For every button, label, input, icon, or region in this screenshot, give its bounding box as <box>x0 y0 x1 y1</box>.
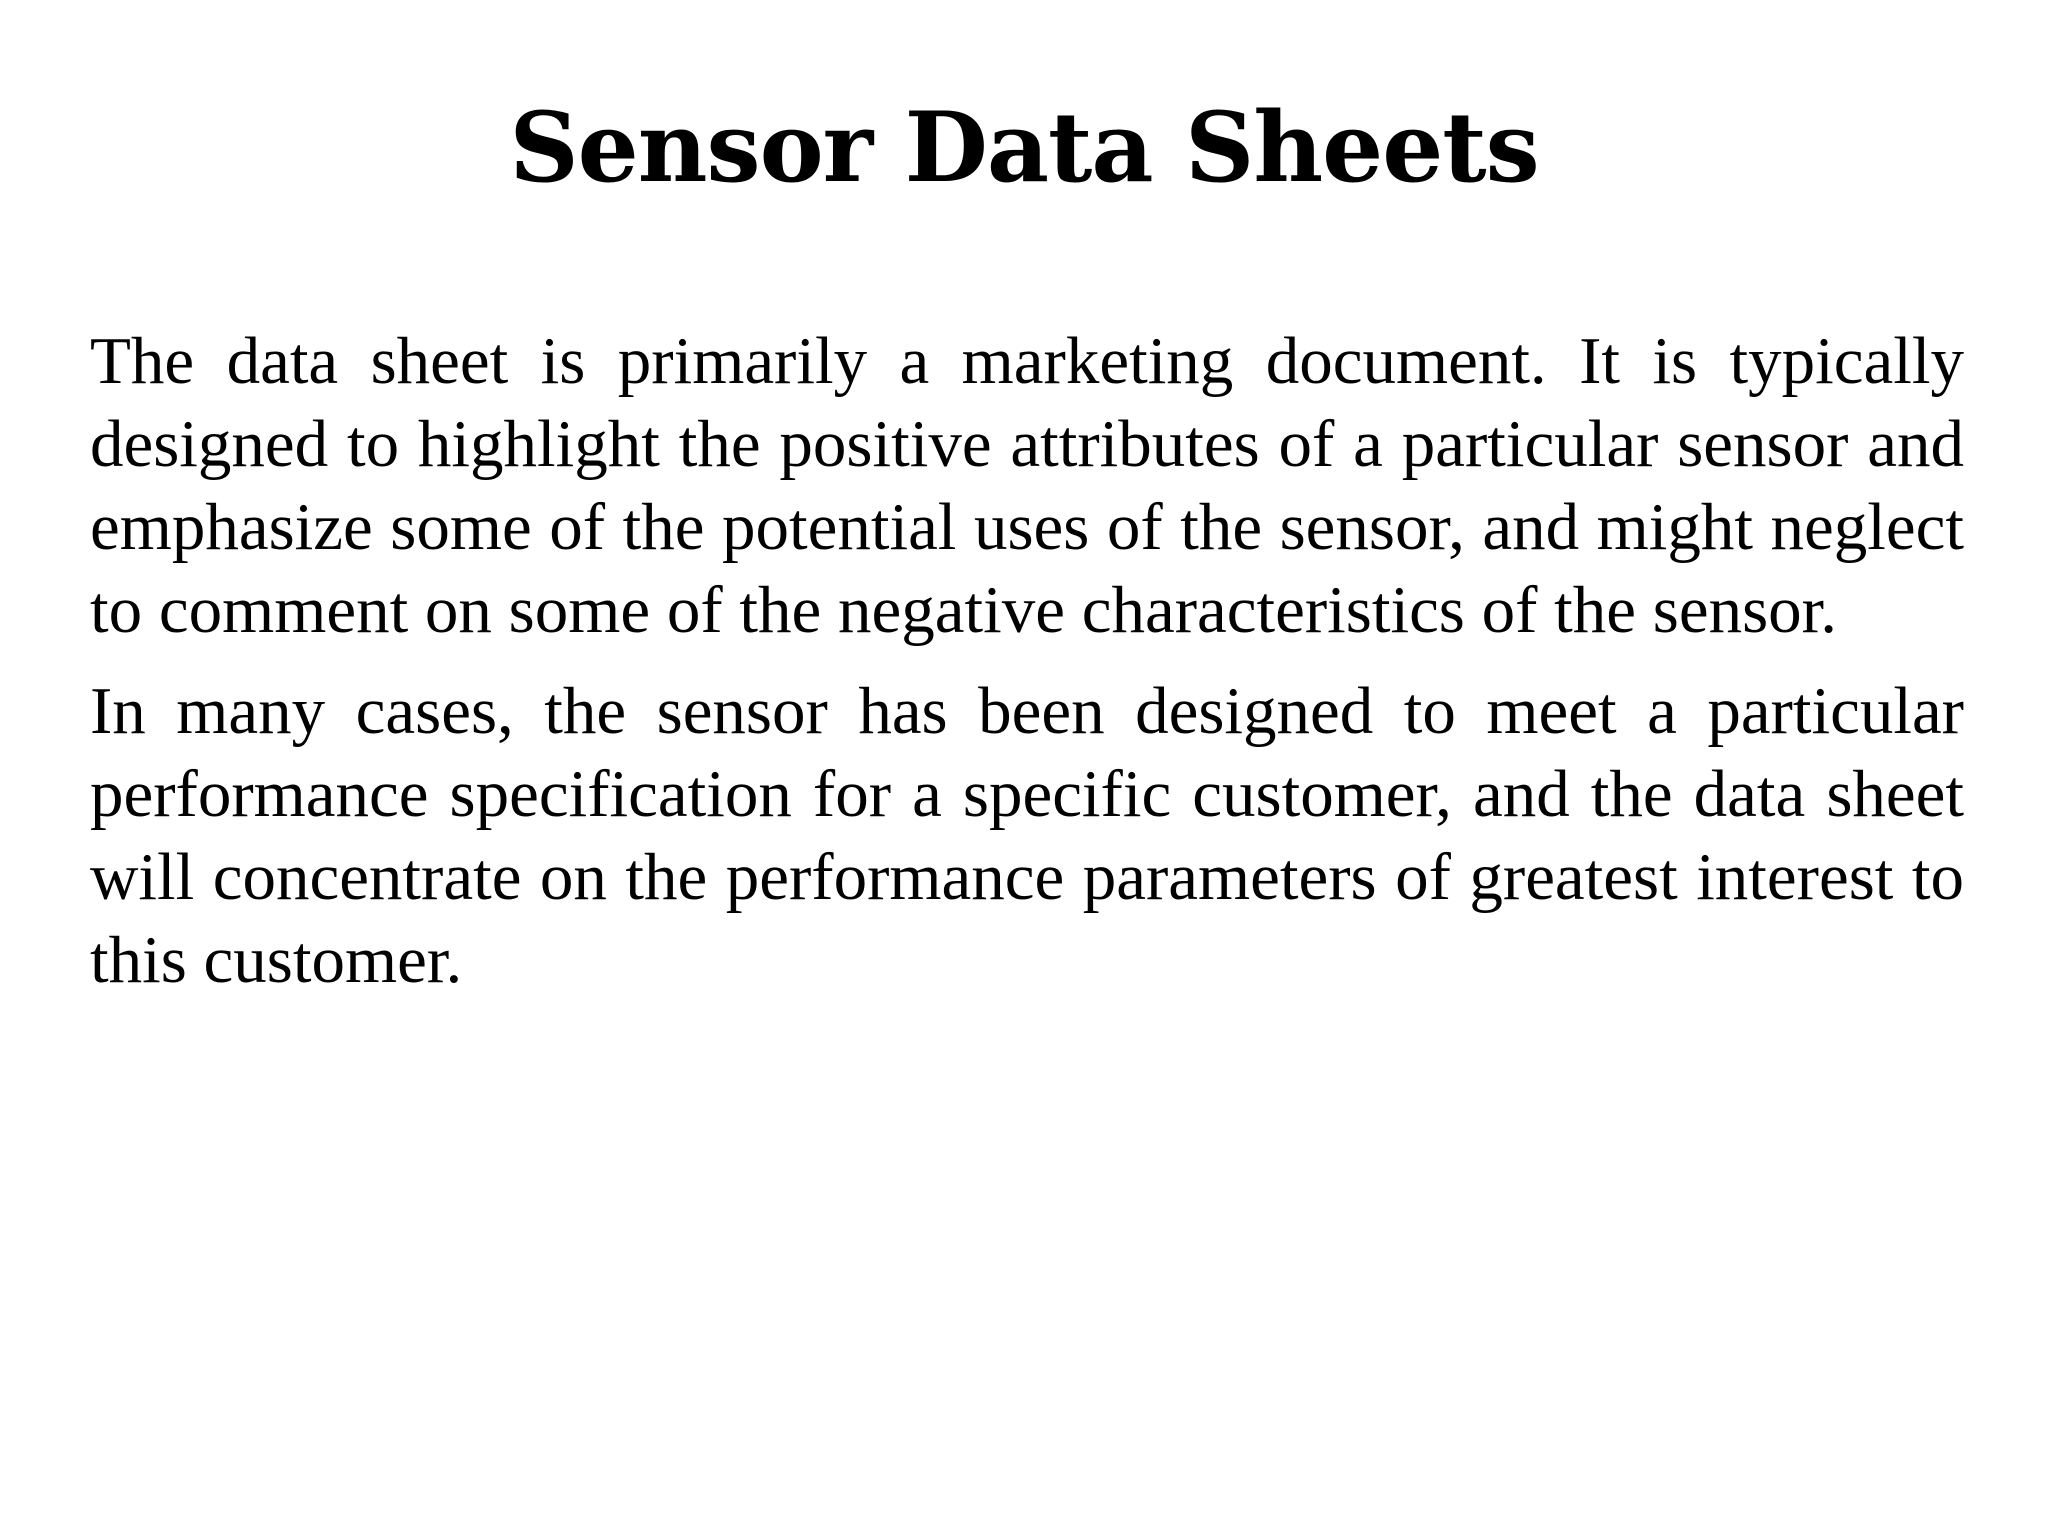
slide-body <box>90 320 1964 1020</box>
body-paragraph-1: The data sheet is primarily a marketing document. It is typically designed to highlight the positive attributes of a particular sensor and emphasize some of the potential uses of the sensor, and might neglect to comment on some of the negative characteristics of the sensor. <box>90 324 1964 647</box>
slide-title: Sensor Data Sheets <box>509 91 1539 204</box>
body-paragraph-2: In many cases, the sensor has been designed to meet a particular performance specification for a specific customer, and the data sheet will concentrate on the performance parameters of greatest interest to this customer. <box>90 674 1964 997</box>
